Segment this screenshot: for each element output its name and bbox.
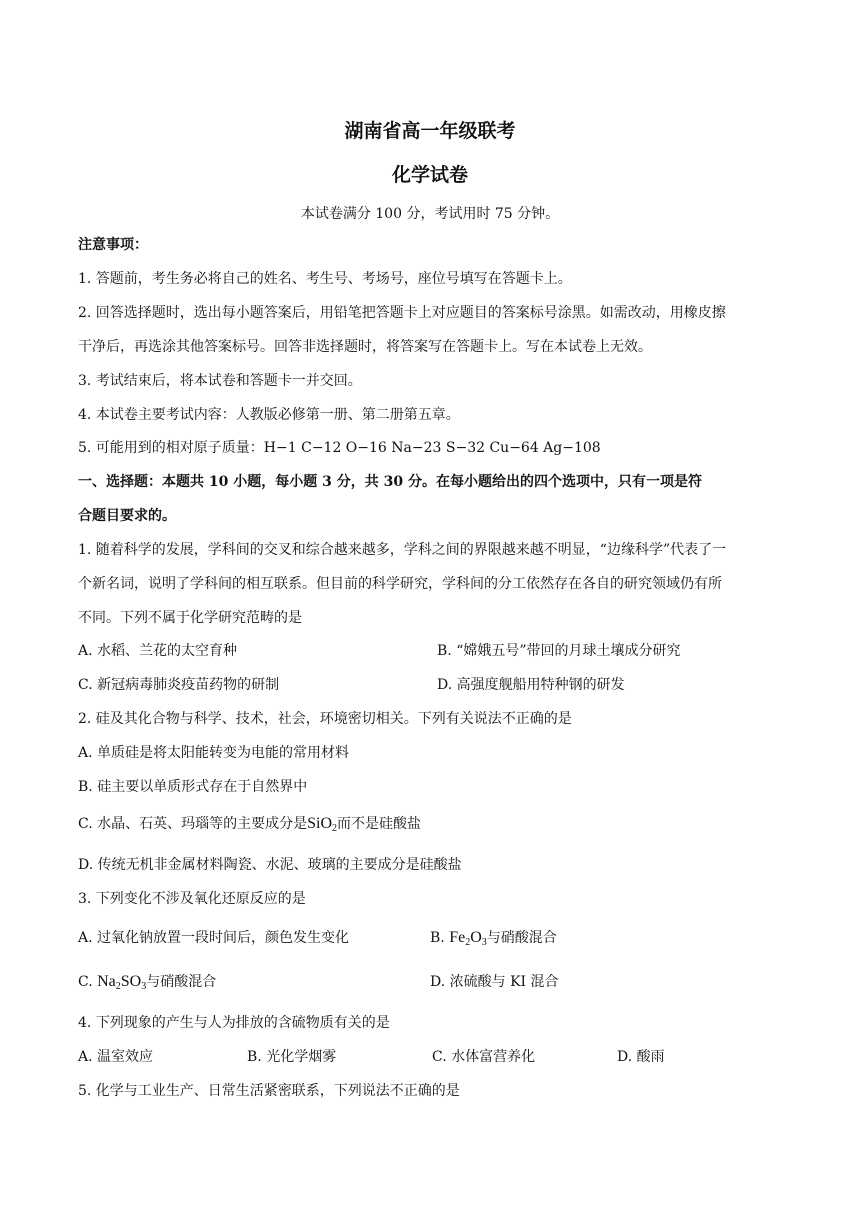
- q2-option-d: D. 传统无机非金属材料陶瓷、水泥、玻璃的主要成分是硅酸盐: [78, 857, 462, 873]
- q3-option-b: B. $Fe_2O_3$与硝酸混合: [430, 929, 557, 948]
- q3-stem: 3. 下列变化不涉及氧化还原反应的是: [78, 891, 306, 907]
- q1-option-c: C. 新冠病毒肺炎疫苗药物的研制: [78, 677, 280, 693]
- section-heading-line-1: 一、选择题：本题共 10 小题，每小题 3 分，共 30 分。在每小题给出的四个选项中，只有一项是符: [78, 474, 702, 490]
- q1-stem-line-1: 1. 随着科学的发展，学科间的交叉和综合越来越多，学科之间的界限越来越不明显，“边缘科学”代表了一: [78, 542, 727, 558]
- q4-option-a: A. 温室效应: [78, 1049, 154, 1065]
- q1-option-b: B. “嫦娥五号”带回的月球土壤成分研究: [437, 643, 681, 659]
- q5-stem: 5. 化学与工业生产、日常生活紧密联系，下列说法不正确的是: [78, 1083, 460, 1099]
- sio2-formula: SiO$_2$: [307, 815, 338, 834]
- exam-title: 湖南省高一年级联考: [344, 120, 516, 142]
- q3-option-a: A. 过氧化钠放置一段时间后，颜色发生变化: [78, 930, 350, 946]
- q4-stem: 4. 下列现象的产生与人为排放的含硫物质有关的是: [78, 1015, 390, 1031]
- note-1: 1. 答题前，考生务必将自己的姓名、考生号、考场号，座位号填写在答题卡上。: [78, 271, 572, 287]
- q1-stem-line-2: 个新名词，说明了学科间的相互联系。但目前的科学研究，学科间的分工依然存在各自的研究领域仍有所: [78, 576, 722, 592]
- note-4: 4. 本试卷主要考试内容：人教版必修第一册、第二册第五章。: [78, 407, 460, 423]
- notes-heading: 注意事项：: [78, 237, 148, 253]
- note-5: 5. 可能用到的相对原子质量：H−1 C−12 O−16 Na−23 S−32 Cu−64 Ag−108: [78, 440, 601, 456]
- exam-info: 本试卷满分 100 分，考试用时 75 分钟。: [300, 206, 560, 222]
- q1-option-d: D. 高强度舰船用特种钢的研发: [437, 677, 625, 693]
- q4-option-d: D. 酸雨: [617, 1049, 665, 1065]
- q3-option-c: C. $Na_2SO_3$与硝酸混合: [78, 973, 217, 992]
- fe2o3-formula: $Fe_2O_3$: [449, 929, 487, 948]
- q2-option-c: [78, 815, 421, 833]
- q2-option-a: A. 单质硅是将太阳能转变为电能的常用材料: [78, 745, 350, 761]
- exam-subtitle: 化学试卷: [391, 164, 468, 186]
- na2so3-formula: $Na_2SO_3$: [97, 973, 147, 992]
- q4-option-c: C. 水体富营养化: [432, 1049, 536, 1065]
- q2-option-c-text: C. 水晶、石英、玛瑙等的主要成分是: [78, 816, 308, 832]
- note-3: 3. 考试结束后，将本试卷和答题卡一并交回。: [78, 373, 362, 389]
- q3-option-d: D. 浓硫酸与 KI 混合: [430, 974, 559, 990]
- q2-stem: 2. 硅及其化合物与科学、技术，社会，环境密切相关。下列有关说法不正确的是: [78, 711, 572, 727]
- q2-option-c-suffix: 而不是硅酸盐: [337, 816, 422, 832]
- q1-option-a: A. 水稻、兰花的太空育种: [78, 643, 238, 659]
- q1-stem-line-3: 不同。下列不属于化学研究范畴的是: [78, 610, 302, 626]
- q4-option-b: B. 光化学烟雾: [247, 1049, 337, 1065]
- note-2-line-2: 干净后，再选涂其他答案标号。回答非选择题时，将答案写在答题卡上。写在本试卷上无效。: [78, 339, 652, 355]
- q2-option-b: B. 硅主要以单质形式存在于自然界中: [78, 779, 308, 795]
- section-heading-line-2: 合题目要求的。: [78, 508, 176, 524]
- note-2-line-1: 2. 回答选择题时，选出每小题答案后，用铅笔把答题卡上对应题目的答案标号涂黑。如需改动，用橡皮擦: [78, 305, 726, 321]
